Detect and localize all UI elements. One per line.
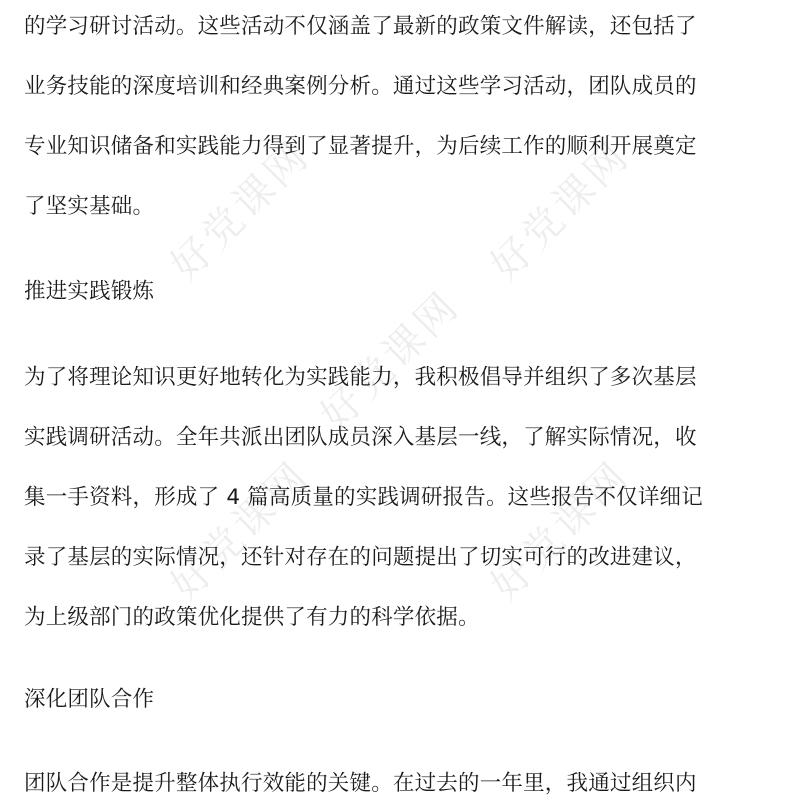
watermark: 好党课网	[161, 132, 319, 290]
paragraph-line: 专业知识储备和实践能力得到了显著提升，为后续工作的顺利开展奠定	[24, 134, 697, 159]
watermark: 好党课网	[481, 452, 639, 610]
watermark: 好党课网	[311, 282, 469, 440]
paragraph-line: 的学习研讨活动。这些活动不仅涵盖了最新的政策文件解读，还包括了	[24, 14, 697, 39]
section-heading: 推进实践锻炼	[24, 279, 155, 304]
paragraph-line: 为了将理论知识更好地转化为实践能力，我积极倡导并组织了多次基层	[24, 365, 697, 390]
paragraph-line: 团队合作是提升整体执行效能的关键。在过去的一年里，我通过组织内	[24, 771, 697, 796]
section-heading: 深化团队合作	[24, 687, 155, 712]
watermark: 好党课网	[481, 132, 639, 290]
paragraph-line: 了坚实基础。	[24, 194, 155, 219]
paragraph-line: 为上级部门的政策优化提供了有力的科学依据。	[24, 605, 480, 630]
paragraph-line: 集一手资料，形成了 4 篇高质量的实践调研报告。这些报告不仅详细记	[24, 485, 703, 510]
watermark: 好党课网	[161, 452, 319, 610]
paragraph-line: 实践调研活动。全年共派出团队成员深入基层一线，了解实际情况，收	[24, 425, 697, 450]
paragraph-line: 录了基层的实际情况，还针对存在的问题提出了切实可行的改进建议，	[24, 545, 697, 570]
paragraph-line: 业务技能的深度培训和经典案例分析。通过这些学习活动，团队成员的	[24, 74, 697, 99]
